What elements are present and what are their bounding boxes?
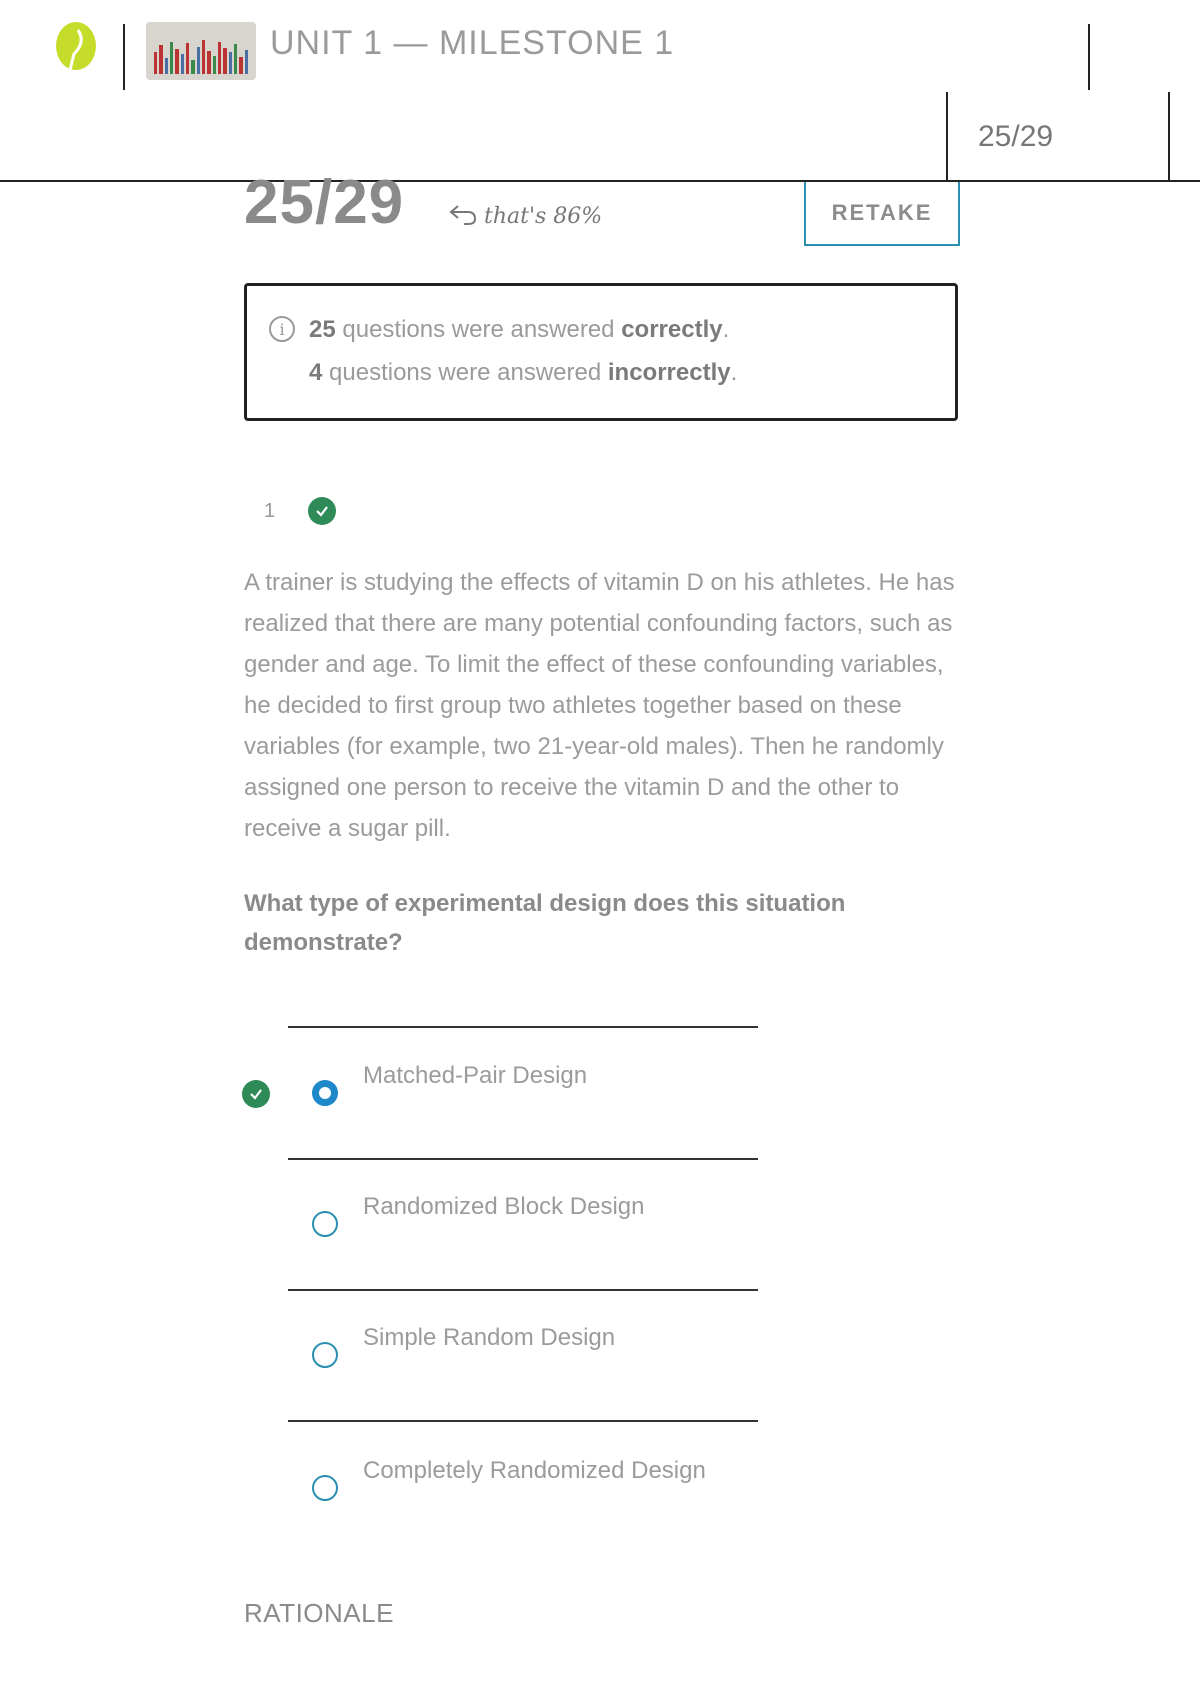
- option-radio-completely-randomized[interactable]: [312, 1475, 338, 1501]
- option-radio-simple-random[interactable]: [312, 1342, 338, 1368]
- question-text: A trainer is studying the effects of vitamin D on his athletes. He has realized that there are many potential confounding factors, such as gender and age. To limit the effect of these confounding variables, he decided to first group two athletes together based on these variables (for example, two 21-year-old males). Then he randomly assigned one person to receive the vitamin D and the other to receive a sugar pill.: [244, 569, 955, 842]
- incorrect-word: incorrectly: [607, 359, 731, 386]
- summary-incorrect-line: [309, 359, 737, 387]
- correct-word: correctly: [621, 316, 723, 343]
- score-value: 25/29: [244, 168, 405, 237]
- unit-title: UNIT 1 — MILESTONE 1: [270, 24, 675, 62]
- option-label-randomized-block[interactable]: Randomized Block Design: [363, 1193, 645, 1220]
- correct-text: questions were answered: [335, 316, 622, 343]
- question-correct-check-icon: [308, 497, 336, 525]
- results-summary: [244, 283, 958, 421]
- score-tab[interactable]: [946, 92, 1170, 182]
- percent-note-text: that's 86%: [484, 203, 603, 229]
- option-divider: [288, 1026, 758, 1028]
- option-radio-matched-pair[interactable]: [312, 1080, 338, 1106]
- incorrect-text: questions were answered: [322, 359, 608, 386]
- option-divider: [288, 1289, 758, 1291]
- correct-period: .: [722, 316, 730, 343]
- option-label-completely-randomized[interactable]: Completely Randomized Design: [363, 1457, 706, 1484]
- question-prompt: What type of experimental design does this situation demonstrate?: [244, 890, 846, 956]
- retake-button[interactable]: RETAKE: [804, 182, 960, 246]
- correct-answer-check-icon: [242, 1080, 270, 1108]
- option-radio-randomized-block[interactable]: [312, 1211, 338, 1237]
- header-bottom-rule: [0, 180, 1200, 182]
- summary-correct-line: [309, 316, 729, 344]
- option-divider: [288, 1158, 758, 1160]
- score-tab-value: 25/29: [978, 120, 1054, 153]
- header-divider-right: [1088, 24, 1090, 90]
- sophia-logo[interactable]: [54, 20, 98, 78]
- percent-note: [448, 200, 602, 232]
- curved-arrow-icon: [448, 200, 478, 232]
- unit-thumbnail: [146, 22, 256, 80]
- rationale-heading: RATIONALE: [244, 1598, 394, 1628]
- option-label-simple-random[interactable]: Simple Random Design: [363, 1324, 616, 1351]
- option-label-matched-pair[interactable]: Matched-Pair Design: [363, 1062, 588, 1089]
- correct-count: 25: [309, 316, 336, 343]
- option-divider: [288, 1420, 758, 1422]
- info-icon: i: [269, 316, 295, 342]
- question-number: 1: [264, 500, 276, 522]
- header-divider-left: [123, 24, 125, 90]
- incorrect-count: 4: [309, 359, 323, 386]
- incorrect-period: .: [730, 359, 738, 386]
